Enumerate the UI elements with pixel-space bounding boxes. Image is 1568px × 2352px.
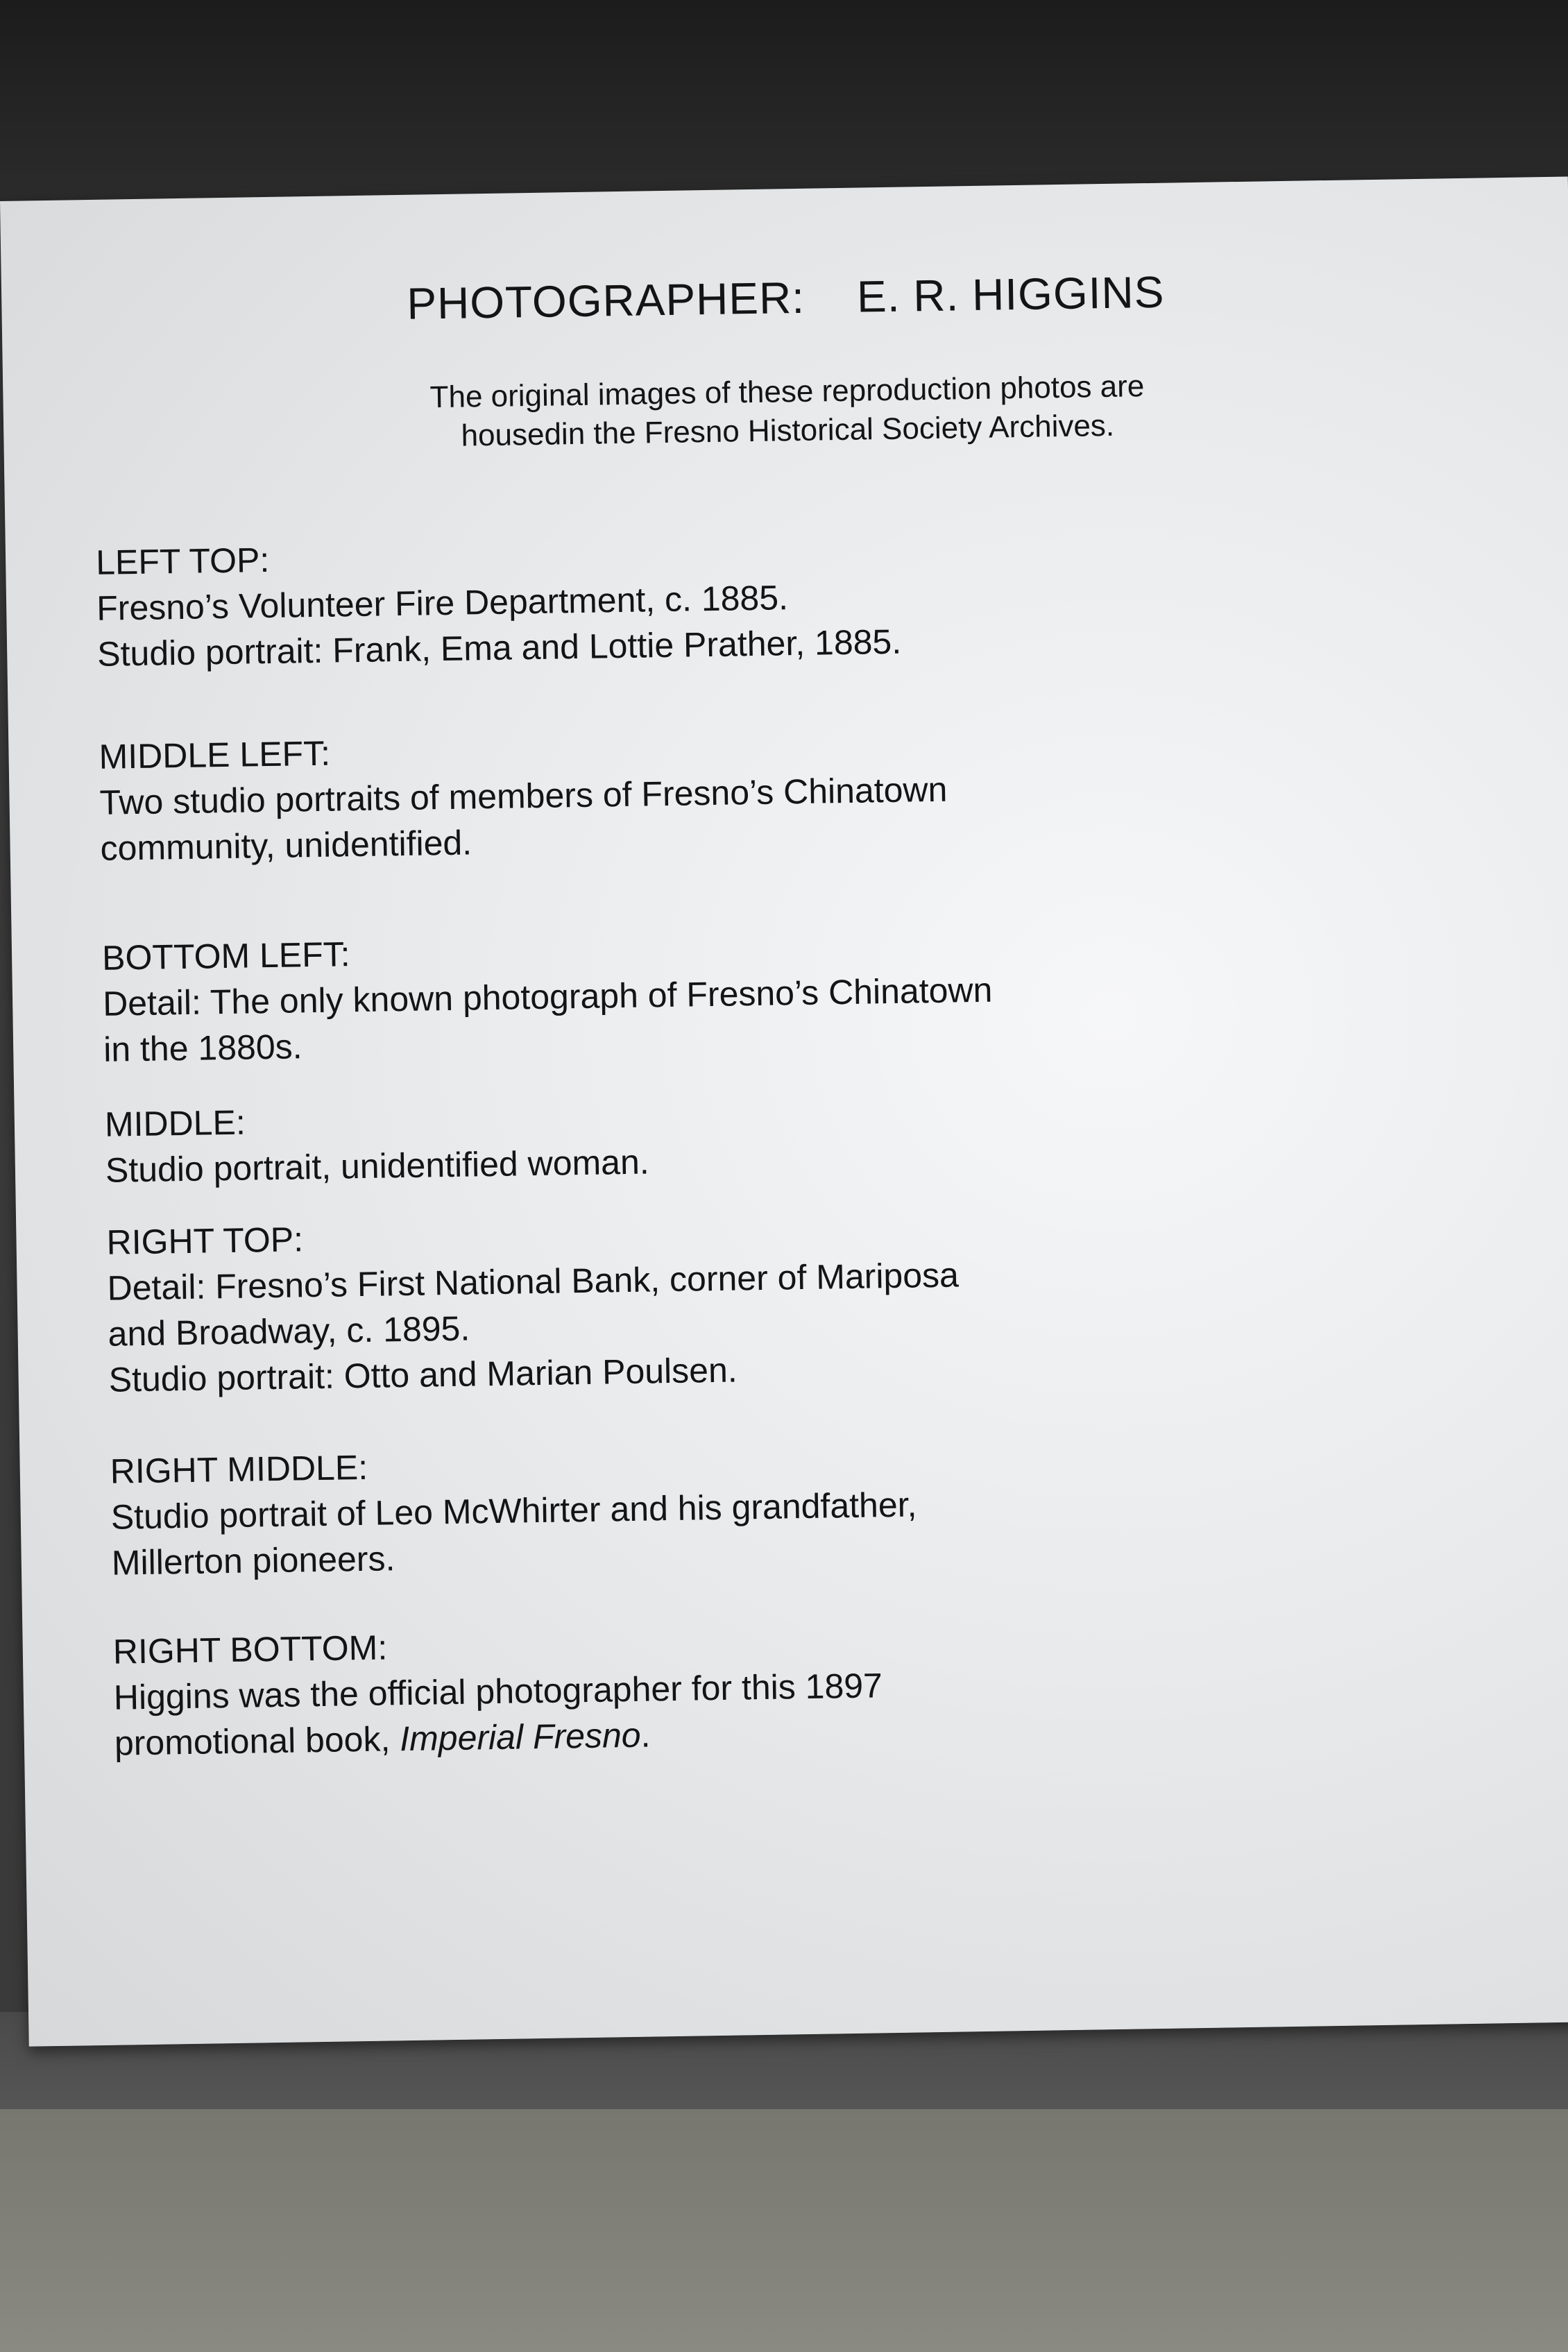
section-heading: RIGHT MIDDLE: bbox=[110, 1447, 368, 1491]
section-line: Millerton pioneers. bbox=[111, 1539, 395, 1583]
section-right-bottom bbox=[112, 1608, 1433, 1766]
section-heading: MIDDLE LEFT: bbox=[99, 733, 331, 776]
section-heading: RIGHT BOTTOM: bbox=[112, 1628, 388, 1671]
subtitle-line: housedin the Fresno Historical Society Archives. bbox=[461, 408, 1115, 453]
section-line: Two studio portraits of members of Fresno’s Chinatown bbox=[99, 769, 948, 822]
section-middle bbox=[104, 1081, 1424, 1193]
section-left-top bbox=[96, 519, 1416, 677]
line-prefix: promotional book, bbox=[114, 1719, 400, 1763]
dark-background-top bbox=[0, 0, 1568, 208]
section-line: Studio portrait, unidentified woman. bbox=[105, 1142, 650, 1190]
section-line: and Broadway, c. 1895. bbox=[108, 1309, 470, 1354]
section-heading: BOTTOM LEFT: bbox=[101, 935, 351, 978]
section-line: community, unidentified. bbox=[100, 823, 472, 868]
book-title: Imperial Fresno bbox=[399, 1715, 641, 1759]
page-title: PHOTOGRAPHER: E. R. HIGGINS bbox=[406, 266, 1165, 329]
subtitle-line: The original images of these reproduction photos are bbox=[429, 369, 1145, 415]
section-heading: MIDDLE: bbox=[104, 1102, 246, 1144]
section-heading: RIGHT TOP: bbox=[106, 1220, 304, 1262]
section-line: Detail: Fresno’s First National Bank, corner of Mariposa bbox=[107, 1255, 960, 1308]
subtitle bbox=[3, 360, 1568, 462]
section-right-middle bbox=[110, 1428, 1430, 1586]
section-right-top bbox=[106, 1199, 1427, 1403]
line-suffix: . bbox=[640, 1715, 651, 1755]
section-line: in the 1880s. bbox=[103, 1027, 302, 1069]
paper-sheet bbox=[0, 177, 1568, 2047]
section-line: Fresno’s Volunteer Fire Department, c. 1885. bbox=[96, 578, 789, 628]
section-line: Studio portrait: Frank, Ema and Lottie Prather, 1885. bbox=[96, 622, 902, 674]
shelf-surface bbox=[0, 2109, 1568, 2352]
section-line: Studio portrait of Leo McWhirter and his grandfather, bbox=[110, 1485, 917, 1537]
section-heading: LEFT TOP: bbox=[95, 540, 270, 582]
section-line: Higgins was the official photographer for this 1897 bbox=[113, 1666, 883, 1717]
section-line: Studio portrait: Otto and Marian Poulsen. bbox=[108, 1350, 738, 1399]
section-middle-left bbox=[99, 713, 1419, 871]
section-bottom-left bbox=[102, 914, 1422, 1073]
section-line: Detail: The only known photograph of Fresno’s Chinatown bbox=[102, 970, 993, 1023]
